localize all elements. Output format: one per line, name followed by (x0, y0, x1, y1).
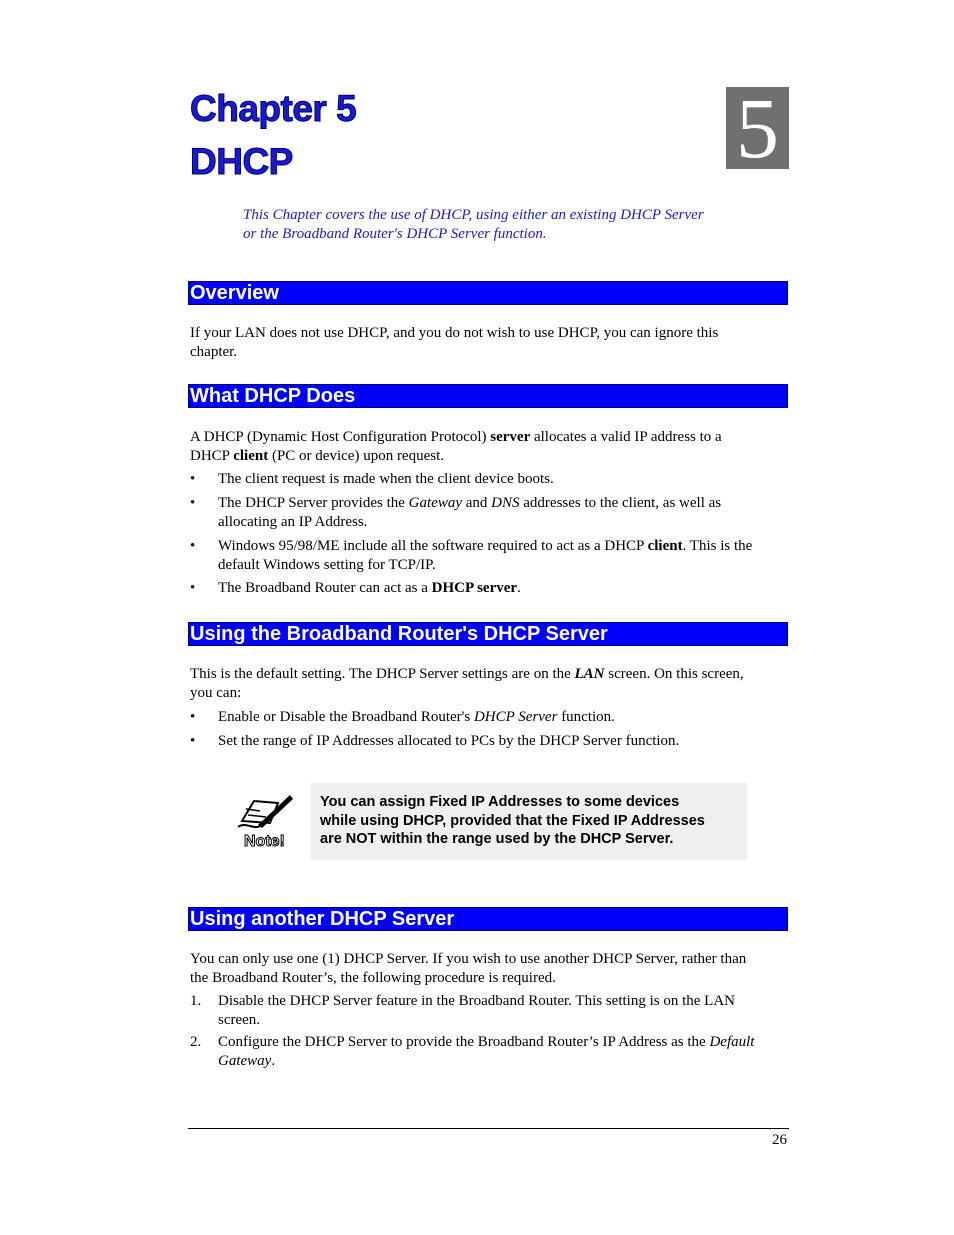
chapter-title-line1: Chapter 5 (190, 88, 357, 129)
note-box (311, 783, 747, 860)
text-line: A DHCP (Dynamic Host Configuration Protocol) server allocates a valid IP address to a (190, 429, 722, 445)
bullet-mark: • (190, 538, 196, 554)
text-line: you can: (190, 685, 242, 701)
bullet-mark: • (190, 580, 196, 596)
text-line: You can only use one (1) DHCP Server. If you wish to use another DHCP Server, rather than (190, 951, 747, 967)
bullet-mark: • (190, 733, 196, 749)
page-number: 26 (772, 1132, 787, 1148)
note-pencil-icon (236, 791, 296, 851)
text-line: chapter. (190, 344, 238, 360)
chapter-number-box: 5 (726, 87, 789, 169)
text-line: If your LAN does not use DHCP, and you do not wish to use DHCP, you can ignore this (190, 325, 719, 341)
text-line: DHCP client (PC or device) upon request. (190, 448, 445, 464)
using-router-dhcp-paragraph (190, 665, 790, 703)
section-heading-using-router-dhcp (188, 622, 788, 646)
bullet-mark: • (190, 471, 196, 487)
list-item-text: The DHCP Server provides the Gateway and DNS addresses to the client, as well as allocating an IP Address. (218, 495, 722, 530)
note-label: Note! (244, 833, 285, 850)
footer-rule (188, 1128, 789, 1129)
note-line: are NOT within the range used by the DHCP Server. (320, 831, 674, 847)
bullet-mark: • (190, 495, 196, 511)
chapter-intro-line2: or the Broadband Router's DHCP Server function. (243, 225, 547, 242)
bullet-mark: • (190, 709, 196, 725)
list-item-text: Windows 95/98/ME include all the software required to act as a DHCP client. This is the default Windows setting for TCP/IP. (218, 538, 753, 573)
step-text: Disable the DHCP Server feature in the Broadband Router. This setting is on the LAN screen. (218, 993, 735, 1028)
section-heading-label: Using the Broadband Router's DHCP Server (190, 623, 608, 645)
note-pencil-icon-graphic (236, 791, 296, 851)
list-item-text: The client request is made when the client device boots. (218, 471, 554, 487)
section-heading-what-dhcp-does (188, 384, 788, 408)
list-item-text: The Broadband Router can act as a DHCP server. (218, 580, 521, 596)
note-text (320, 793, 745, 849)
step-text: Configure the DHCP Server to provide the Broadband Router’s IP Address as the Default Gateway. (218, 1034, 755, 1069)
overview-paragraph (190, 324, 790, 362)
step-number: 1. (190, 993, 202, 1009)
note-line: You can assign Fixed IP Addresses to some devices (320, 794, 680, 810)
step-number: 2. (190, 1034, 202, 1050)
text-line: the Broadband Router’s, the following procedure is required. (190, 970, 556, 986)
text-line: This is the default setting. The DHCP Server settings are on the LAN screen. On this screen, (190, 666, 744, 682)
chapter-title-line2: DHCP (190, 141, 293, 182)
section-heading-label: Using another DHCP Server (190, 908, 455, 930)
section-heading-label: What DHCP Does (190, 385, 356, 407)
list-item-text: Set the range of IP Addresses allocated to PCs by the DHCP Server function. (218, 733, 680, 749)
section-heading-label: Overview (190, 282, 279, 304)
section-heading-overview (188, 281, 788, 305)
chapter-intro (243, 206, 743, 243)
using-another-dhcp-paragraph (190, 950, 790, 988)
list-item-text: Enable or Disable the Broadband Router's DHCP Server function. (218, 709, 615, 725)
note-line: while using DHCP, provided that the Fixed IP Addresses (320, 812, 705, 829)
section-heading-using-another-dhcp (188, 907, 788, 931)
what-dhcp-does-paragraph (190, 428, 790, 466)
chapter-intro-line1: This Chapter covers the use of DHCP, using either an existing DHCP Server (243, 207, 704, 223)
